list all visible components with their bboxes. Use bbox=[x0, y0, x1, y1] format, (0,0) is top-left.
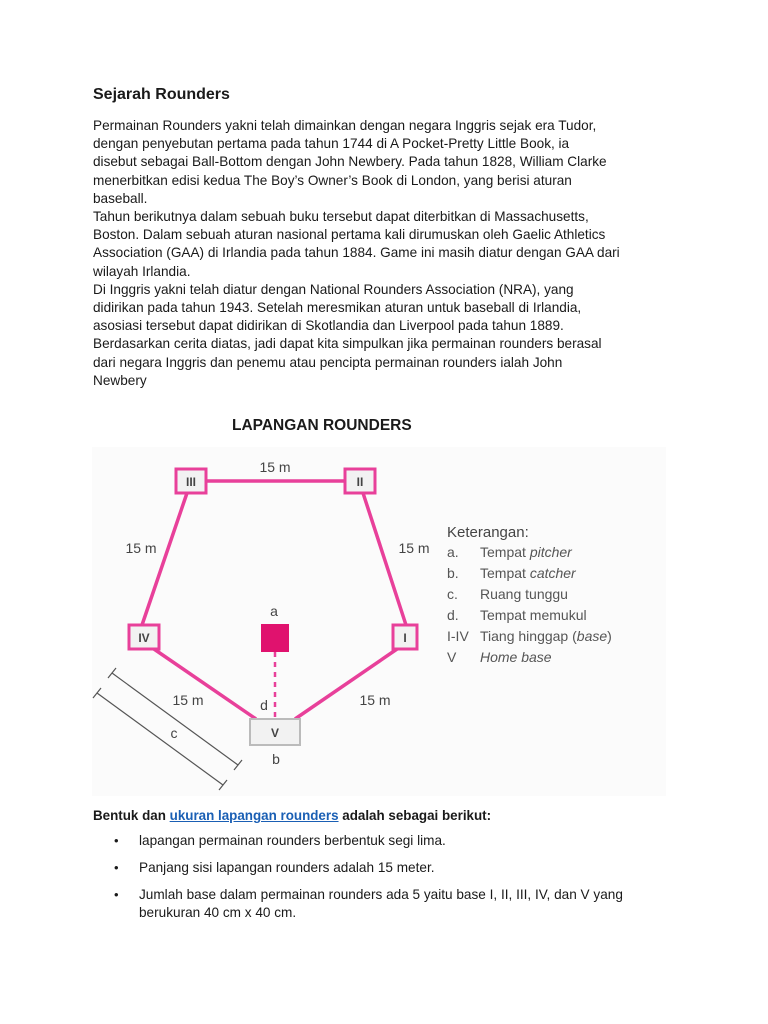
point-c-label: c bbox=[170, 725, 178, 741]
point-b-label: b bbox=[272, 751, 280, 767]
bullet-icon: • bbox=[114, 887, 119, 902]
legend-desc-a: Tempat pitcher bbox=[480, 544, 572, 560]
distance-right: 15 m bbox=[398, 540, 430, 556]
distance-bottom-right: 15 m bbox=[359, 692, 391, 708]
distance-left: 15 m bbox=[125, 540, 157, 556]
list-item bbox=[110, 886, 710, 922]
intro-line: disebut sebagai Ball-Bottom dengan John Newbery. Pada tahun 1828, William Clarke bbox=[93, 154, 607, 170]
legend-desc-bases: Tiang hinggap (base) bbox=[480, 628, 612, 644]
base-v bbox=[250, 719, 300, 745]
legend-desc-home: Home base bbox=[480, 649, 552, 665]
distance-top: 15 m bbox=[259, 459, 291, 475]
intro-text bbox=[93, 117, 703, 390]
legend-desc-b: Tempat catcher bbox=[480, 565, 576, 581]
intro-line: dari negara Inggris dan penemu atau pencipta permainan rounders ialah John bbox=[93, 354, 563, 370]
pitcher-square bbox=[261, 624, 289, 652]
base-iii bbox=[176, 469, 206, 493]
base-iv-label: IV bbox=[138, 631, 150, 645]
list-item-text: berukuran 40 cm x 40 cm. bbox=[139, 905, 297, 920]
list-intro-heading bbox=[93, 808, 491, 823]
base-ii-label: II bbox=[356, 475, 364, 489]
subheading-prefix: Bentuk dan bbox=[93, 808, 170, 823]
intro-line: Tahun berikutnya dalam sebuah buku tersebut dapat diterbitkan di Massachusetts, bbox=[93, 209, 589, 225]
legend-key-home: V bbox=[447, 649, 457, 665]
point-a-label: a bbox=[270, 603, 278, 619]
point-d-label: d bbox=[260, 697, 268, 713]
diagram-svg bbox=[92, 447, 666, 796]
intro-line: didirikan pada tahun 1943. Setelah meresmikan aturan untuk baseball di Irlandia, bbox=[93, 300, 582, 316]
intro-line: baseball. bbox=[93, 190, 148, 206]
rounders-field-diagram bbox=[92, 447, 666, 796]
intro-line: Newbery bbox=[93, 372, 147, 388]
legend-key-a: a. bbox=[447, 544, 459, 560]
distance-bottom-left: 15 m bbox=[172, 692, 204, 708]
intro-line: dengan penyebutan pertama pada tahun 1744 di A Pocket-Pretty Little Book, ia bbox=[93, 136, 570, 152]
intro-line: wilayah Irlandia. bbox=[93, 263, 191, 279]
intro-line: Permainan Rounders yakni telah dimainkan dengan negara Inggris sejak era Tudor, bbox=[93, 118, 597, 133]
intro-line: menerbitkan edisi kedua The Boy’s Owner’s Book di London, yang berisi aturan bbox=[93, 172, 572, 188]
legend-key-b: b. bbox=[447, 565, 459, 581]
field-heading: LAPANGAN ROUNDERS bbox=[232, 417, 412, 434]
legend-desc-c: Ruang tunggu bbox=[480, 586, 568, 602]
page-title: Sejarah Rounders bbox=[93, 86, 230, 103]
intro-line: Association (GAA) di Irlandia pada tahun 1884. Game ini masih diatur dengan GAA dari bbox=[93, 245, 620, 261]
intro-line: Boston. Dalam sebuah aturan nasional pertama kali dirumuskan oleh Gaelic Athletics bbox=[93, 227, 606, 243]
legend-key-bases: I-IV bbox=[447, 628, 469, 644]
base-i-label: I bbox=[403, 631, 407, 645]
bullet-icon: • bbox=[114, 833, 119, 848]
intro-line: asosiasi tersebut dapat didirikan di Skotlandia dan Liverpool pada tahun 1889. bbox=[93, 318, 564, 334]
legend-title: Keterangan: bbox=[447, 524, 529, 541]
base-i bbox=[393, 625, 417, 649]
intro-line: Berdasarkan cerita diatas, jadi dapat kita simpulkan jika permainan rounders berasal bbox=[93, 336, 602, 352]
legend-desc-d: Tempat memukul bbox=[480, 607, 587, 623]
legend-key-c: c. bbox=[447, 586, 458, 602]
base-iii-label: III bbox=[185, 475, 197, 489]
field-size-link[interactable]: ukuran lapangan rounders bbox=[169, 808, 339, 823]
bullet-icon: • bbox=[114, 860, 119, 875]
list-item bbox=[110, 859, 710, 877]
base-iv bbox=[129, 625, 159, 649]
subheading-suffix: adalah sebagai berikut: bbox=[338, 808, 492, 823]
list-item-text: Jumlah base dalam permainan rounders ada 5 yaitu base I, II, III, IV, dan V yang bbox=[139, 887, 623, 902]
legend-key-d: d. bbox=[447, 607, 459, 623]
field-rules-list bbox=[110, 832, 710, 931]
list-item-text: lapangan permainan rounders berbentuk segi lima. bbox=[139, 833, 446, 848]
list-item-text: Panjang sisi lapangan rounders adalah 15 meter. bbox=[139, 860, 435, 875]
list-item bbox=[110, 832, 710, 850]
intro-line: Di Inggris yakni telah diatur dengan National Rounders Association (NRA), yang bbox=[93, 281, 574, 297]
base-v-label: V bbox=[270, 726, 280, 740]
base-ii bbox=[345, 469, 375, 493]
